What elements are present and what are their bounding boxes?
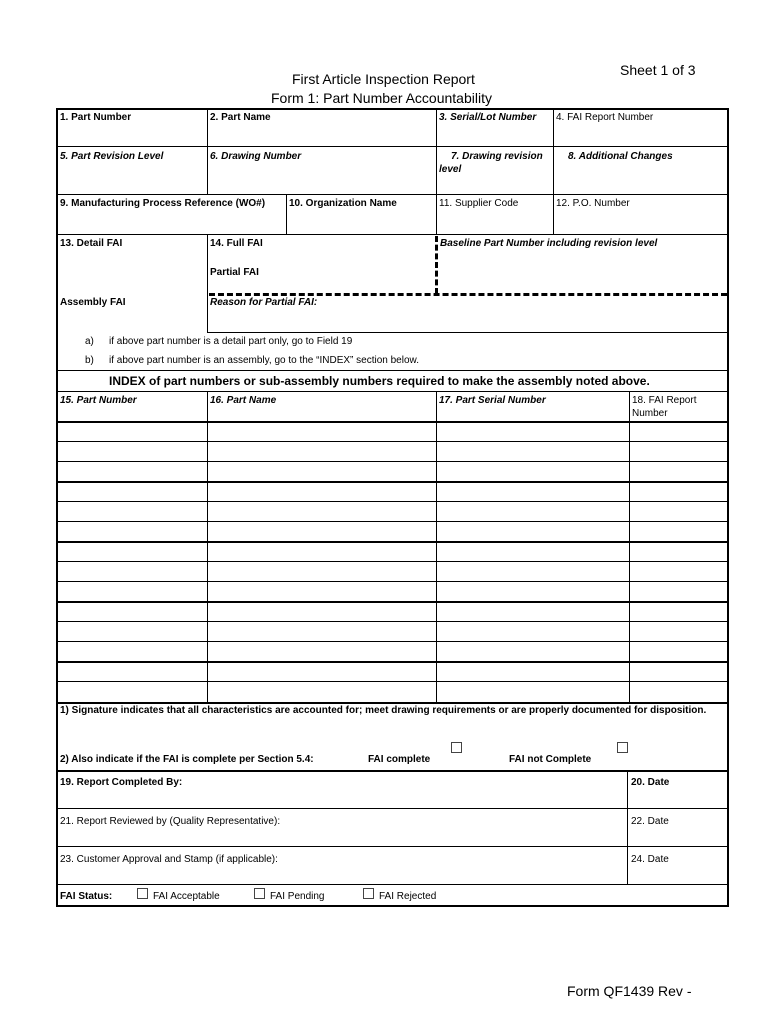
table-row xyxy=(56,501,729,502)
date-22-label: 22. Date xyxy=(631,816,669,827)
fai-complete-checkbox[interactable] xyxy=(451,742,462,753)
table-row xyxy=(56,621,729,622)
col-part-number: 15. Part Number xyxy=(60,395,137,406)
instruction-a-text: if above part number is a detail part only, go to Field 19 xyxy=(109,336,353,347)
drawing-revision-label: 7. Drawing revision xyxy=(451,151,543,162)
table-row xyxy=(56,601,729,603)
fai-acceptable-label: FAI Acceptable xyxy=(153,891,220,902)
table-row xyxy=(56,441,729,442)
fai-report-number-label: 4. FAI Report Number xyxy=(556,112,654,123)
form-id: Form QF1439 Rev - xyxy=(567,983,692,999)
date-24-label: 24. Date xyxy=(631,854,669,865)
po-number-label: 12. P.O. Number xyxy=(556,198,630,209)
table-row xyxy=(56,421,729,423)
partial-fai-label: Partial FAI xyxy=(210,267,259,278)
reviewed-by-label: 21. Report Reviewed by (Quality Representative): xyxy=(60,816,281,827)
assembly-fai-label: Assembly FAI xyxy=(60,297,126,308)
table-row xyxy=(56,641,729,642)
mfg-process-label: 9. Manufacturing Process Reference (WO#) xyxy=(60,198,266,209)
part-revision-label: 5. Part Revision Level xyxy=(60,151,164,162)
table-row xyxy=(56,461,729,462)
table-row xyxy=(56,561,729,562)
fai-pending-checkbox[interactable] xyxy=(254,888,265,899)
additional-changes-label: 8. Additional Changes xyxy=(568,151,673,162)
org-name-label: 10. Organization Name xyxy=(289,198,397,209)
index-title: INDEX of part numbers or sub-assembly numbers required to make the assembly noted above. xyxy=(109,374,650,388)
serial-lot-label: 3. Serial/Lot Number xyxy=(439,112,537,123)
signature-statement: 1) Signature indicates that all characteristics are accounted for; meet drawing requirements or are properly documented for disposition. xyxy=(60,705,707,716)
table-row xyxy=(56,481,729,483)
drawing-number-label: 6. Drawing Number xyxy=(210,151,302,162)
form-subtitle: Form 1: Part Number Accountability xyxy=(271,90,492,106)
completion-statement: 2) Also indicate if the FAI is complete per Section 5.4: xyxy=(60,754,314,765)
col-fai-report-2: Number xyxy=(632,408,668,419)
part-name-label: 2. Part Name xyxy=(210,112,271,123)
part-number-label: 1. Part Number xyxy=(60,112,132,123)
fai-complete-label: FAI complete xyxy=(368,754,431,765)
table-row xyxy=(56,521,729,522)
date-20-label: 20. Date xyxy=(631,777,670,788)
form-title: First Article Inspection Report xyxy=(292,71,475,87)
col-fai-report: 18. FAI Report xyxy=(632,395,697,406)
col-part-name: 16. Part Name xyxy=(210,395,277,406)
sheet-number: Sheet 1 of 3 xyxy=(620,62,696,78)
instruction-b-mark: b) xyxy=(85,355,94,366)
table-row xyxy=(56,541,729,543)
full-fai-label: 14. Full FAI xyxy=(210,238,263,249)
instruction-a-mark: a) xyxy=(85,336,94,347)
fai-rejected-label: FAI Rejected xyxy=(379,891,437,902)
drawing-revision-label-2: level xyxy=(439,164,462,175)
reason-partial-label: Reason for Partial FAI: xyxy=(210,297,318,308)
fai-status-label: FAI Status: xyxy=(60,891,113,902)
supplier-code-label: 11. Supplier Code xyxy=(439,198,519,209)
baseline-part-label: Baseline Part Number including revision level xyxy=(440,238,658,249)
fai-rejected-checkbox[interactable] xyxy=(363,888,374,899)
fai-not-complete-checkbox[interactable] xyxy=(617,742,628,753)
table-row xyxy=(56,681,729,682)
col-serial-number: 17. Part Serial Number xyxy=(439,395,546,406)
detail-fai-label: 13. Detail FAI xyxy=(60,238,123,249)
instruction-b-text: if above part number is an assembly, go to the “INDEX” section below. xyxy=(109,355,419,366)
fai-acceptable-checkbox[interactable] xyxy=(137,888,148,899)
fai-not-complete-label: FAI not Complete xyxy=(509,754,592,765)
completed-by-label: 19. Report Completed By: xyxy=(60,777,183,788)
table-row xyxy=(56,661,729,663)
fai-pending-label: FAI Pending xyxy=(270,891,325,902)
table-row xyxy=(56,581,729,582)
customer-approval-label: 23. Customer Approval and Stamp (if applicable): xyxy=(60,854,278,865)
